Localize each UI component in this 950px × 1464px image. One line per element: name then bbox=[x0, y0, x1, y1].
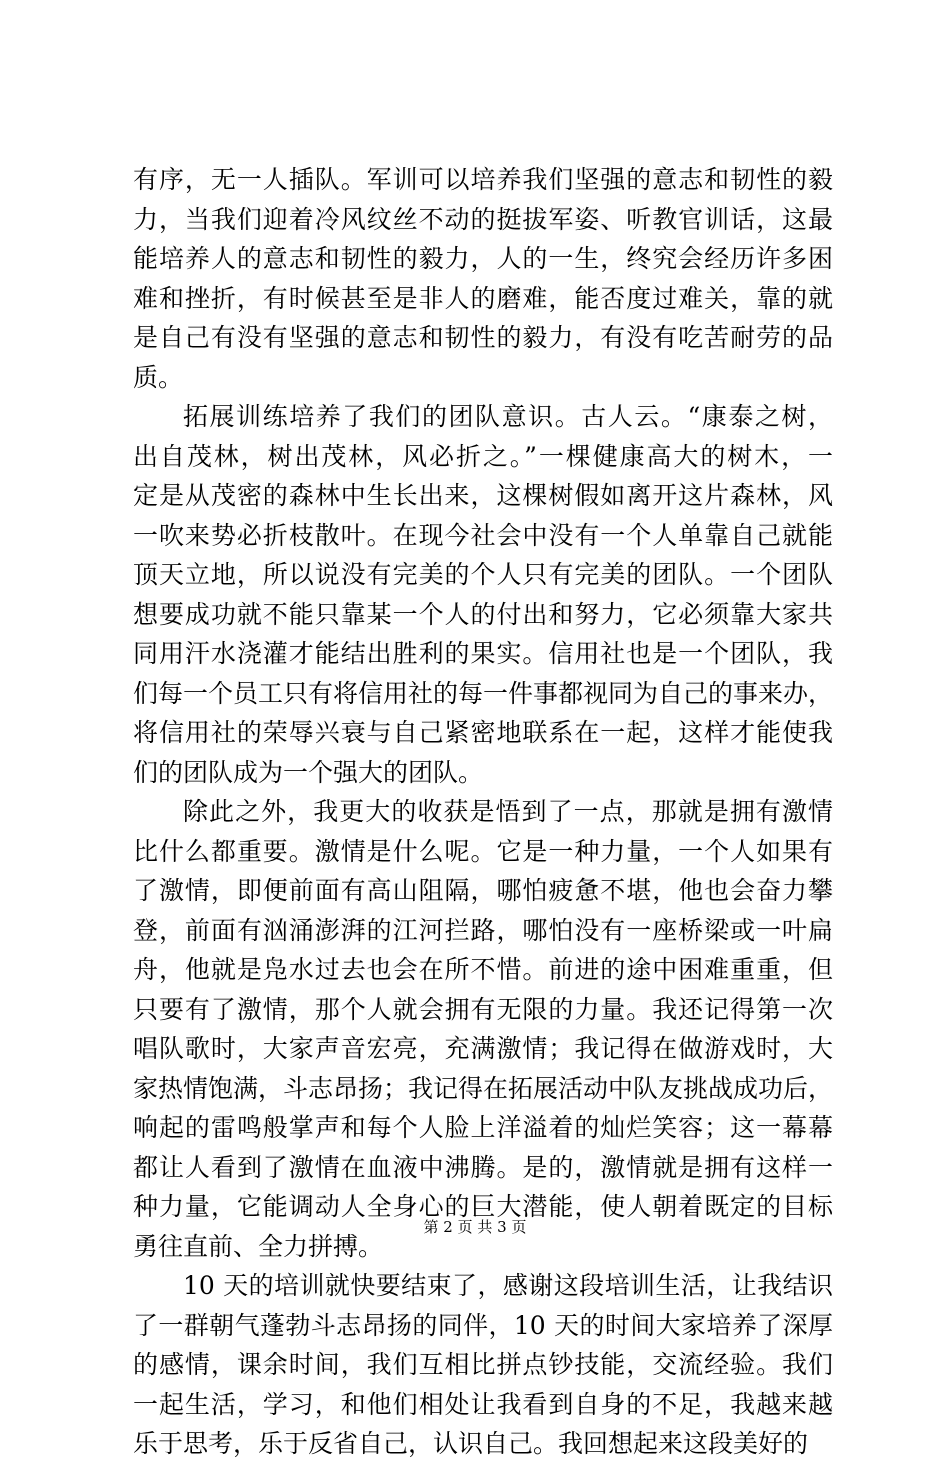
paragraph-line: 拓展训练培养了我们的团队意识。古人云。“康泰之树， bbox=[183, 402, 833, 431]
paragraph-line: 一起生活，学习，和他们相处让我看到自身的不足，我越来越 bbox=[133, 1389, 833, 1419]
paragraph-line: 种力量，它能调动人全身心的巨大潜能，使人朝着既定的目标 bbox=[133, 1192, 833, 1221]
paragraph-line: 了一群朝气蓬勃斗志昂扬的同伴，10 天的时间大家培养了深厚 bbox=[133, 1310, 833, 1340]
paragraph-line: 定是从茂密的森林中生长出来，这棵树假如离开这片森林，风 bbox=[133, 481, 833, 510]
paragraph-line: 家热情饱满，斗志昂扬；我记得在拓展活动中队友挑战成功后， bbox=[133, 1073, 834, 1103]
paragraph-line: 只要有了激情，那个人就会拥有无限的力量。我还记得第一次 bbox=[133, 994, 833, 1024]
paragraph-line: 质。 bbox=[133, 362, 184, 392]
paragraph-line: 难和挫折，有时候甚至是非人的磨难，能否度过难关，靠的就 bbox=[133, 283, 833, 313]
paragraph-line: 响起的雷鸣般掌声和每个人脸上洋溢着的灿烂笑容；这一幕幕 bbox=[133, 1113, 833, 1142]
paragraph-line: 了激情，即便前面有高山阻隔，哪怕疲惫不堪，他也会奋力攀 bbox=[133, 876, 833, 905]
paragraph-line: 的感情，课余时间，我们互相比拼点钞技能，交流经验。我们 bbox=[133, 1350, 833, 1379]
paragraph bbox=[133, 1266, 833, 1464]
paragraph-line: 都让人看到了激情在血液中沸腾。是的，激情就是拥有这样一 bbox=[133, 1152, 833, 1182]
paragraph-line: 出自茂林，树出茂林，风必折之。”一棵健康高大的树木，一 bbox=[133, 441, 833, 471]
paragraph-line: 是自己有没有坚强的意志和韧性的毅力，有没有吃苦耐劳的品 bbox=[133, 323, 833, 352]
document-body bbox=[133, 160, 833, 1464]
paragraph-line: 有序，无一人插队。军训可以培养我们坚强的意志和韧性的毅 bbox=[133, 165, 833, 194]
paragraph-line: 唱队歌时，大家声音宏亮，充满激情；我记得在做游戏时，大 bbox=[133, 1034, 833, 1063]
paragraph-line: 登，前面有汹涌澎湃的江河拦路，哪怕没有一座桥梁或一叶扁 bbox=[133, 915, 833, 945]
page-number-footer: 第 2 页 共 3 页 bbox=[423, 1218, 527, 1236]
paragraph-line: 们的团队成为一个强大的团队。 bbox=[133, 757, 484, 787]
paragraph-line: 比什么都重要。激情是什么呢。它是一种力量，一个人如果有 bbox=[133, 836, 833, 866]
paragraph-line: 顶天立地，所以说没有完美的个人只有完美的团队。一个团队 bbox=[133, 560, 833, 589]
paragraph-line: 10 天的培训就快要结束了，感谢这段培训生活，让我结识 bbox=[183, 1271, 833, 1300]
paragraph-line: 们每一个员工只有将信用社的每一件事都视同为自己的事来办， bbox=[133, 678, 834, 708]
paragraph-line: 乐于思考，乐于反省自己，认识自己。我回想起来这段美好的 bbox=[133, 1429, 809, 1458]
paragraph-line: 除此之外，我更大的收获是悟到了一点，那就是拥有激情 bbox=[183, 797, 833, 826]
paragraph-line: 一吹来势必折枝散叶。在现今社会中没有一个人单靠自己就能 bbox=[133, 520, 833, 550]
paragraph-line: 想要成功就不能只靠某一个人的付出和努力，它必须靠大家共 bbox=[133, 599, 833, 629]
paragraph bbox=[133, 397, 833, 792]
paragraph bbox=[133, 160, 833, 397]
paragraph-line: 能培养人的意志和韧性的毅力，人的一生，终究会经历许多困 bbox=[133, 244, 833, 273]
paragraph-line: 将信用社的荣辱兴衰与自己紧密地联系在一起，这样才能使我 bbox=[133, 718, 833, 747]
paragraph-line: 勇往直前、全力拼搏。 bbox=[133, 1231, 384, 1261]
paragraph-line: 同用汗水浇灌才能结出胜利的果实。信用社也是一个团队，我 bbox=[133, 639, 833, 668]
paragraph bbox=[133, 792, 833, 1266]
paragraph-line: 力，当我们迎着冷风纹丝不动的挺拔军姿、听教官训话，这最 bbox=[133, 204, 833, 234]
paragraph-line: 舟，他就是凫水过去也会在所不惜。前进的途中困难重重，但 bbox=[133, 955, 833, 984]
